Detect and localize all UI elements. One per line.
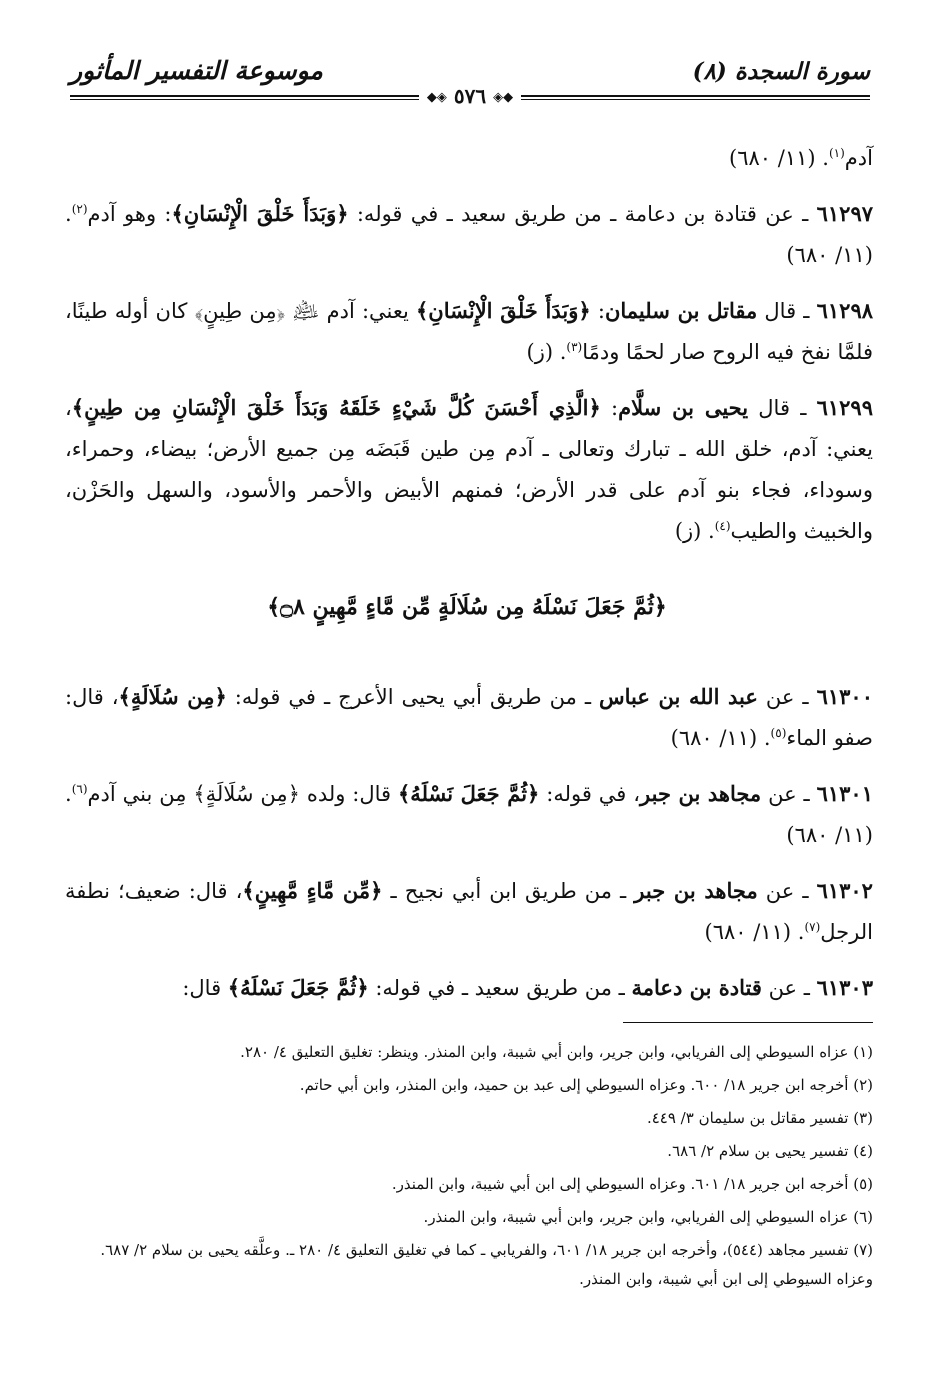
quran-quote: ﴿مِّن مَّاءٍ مَّهِينٍ﴾ [242,878,383,903]
entry-paragraph: ٦١٢٩٧ ـ عن قتادة بن دعامة ـ من طريق سعيد ـ في قوله: ﴿وَبَدَأَ خَلْقَ الْإِنْسَانِ﴾: وهو آدم$^{(٢)}$. (١١/ ٦٨٠) [65,201,874,267]
entry-number: ٦١٢٩٨ [816,298,874,323]
entry-paragraph: ٦١٣٠١ ـ عن مجاهد بن جبر، في قوله: ﴿ثُمَّ جَعَلَ نَسْلَهُ﴾ قال: ولده ﴿مِن سُلَالَةٍ﴾ مِن بني آدم$^{(٦)}$. (١١/ ٦٨٠) [65,781,873,847]
narrator-name: قتادة بن دعامة [631,975,762,1000]
footnote-ref[interactable]: (١) [828,146,845,160]
footnote-ref[interactable]: (٣) [566,340,583,354]
surah-title: سورة السجدة (٨) [692,58,870,85]
quran-quote: ﴿وَبَدَأَ خَلْقَ الْإِنْسَانِ﴾ [171,201,349,226]
narrator-name: مقاتل بن سليمان [604,298,758,323]
footnote-ref[interactable]: (٧) [804,920,821,934]
footnote: (٤) تفسير يحيى بن سلام ٢/ ٦٨٦. [667,1142,873,1160]
main-text-bottom [65,676,873,1023]
entry-number: ٦١٢٩٧ [816,201,874,226]
ornament-icon: ◈◆ [426,90,447,105]
page-number-box [419,84,521,108]
entry-paragraph: ٦١٣٠٢ ـ عن مجاهد بن جبر ـ من طريق ابن أبي نجيح ـ ﴿مِّن مَّاءٍ مَّهِينٍ﴾، قال: ضعيف؛ نطفة الرجل$^{(٧)}$. (١١/ ٦٨٠) [65,878,873,944]
footnote-ref[interactable]: (٤) [714,519,731,533]
entry-number: ٦١٢٩٩ [816,395,873,420]
verse-heading: ﴿ثُمَّ جَعَلَ نَسْلَهُ مِن سُلَالَةٍ مِّن مَّاءٍ مَّهِينٍ ۝٨﴾ [267,594,667,620]
main-text-top [65,138,873,566]
quran-quote: ﴿الَّذِي أَحْسَنَ كُلَّ شَيْءٍ خَلَقَهُ وَبَدَأَ خَلْقَ الْإِنْسَانِ مِن طِينٍ﴾ [71,395,601,420]
entry-paragraph: ٦١٣٠٠ ـ عن عبد الله بن عباس ـ من طريق أبي يحيى الأعرج ـ في قوله: ﴿مِن سُلَالَةٍ﴾، قال: صفو الماء$^{(٥)}$. (١١/ ٦٨٠) [65,684,873,750]
footnote: (٧) تفسير مجاهد (٥٤٤)، وأخرجه ابن جرير ١٨/ ٦٠١، والفريابي ـ كما في تغليق التعليق ٤/ ٢٨٠ ـ. وعلَّقه يحيى بن سلام ٢/ ٦٨٧. وعزاه السيوطي إلى ابن أبي شيبة، وابن المنذر. [100,1241,873,1288]
footnote: (٥) أخرجه ابن جرير ١٨/ ٦٠١. وعزاه السيوطي إلى ابن أبي شيبة، وابن المنذر. [391,1175,873,1193]
footnote: (٦) عزاه السيوطي إلى الفريابي، وابن جرير، وابن أبي شيبة، وابن المنذر. [423,1208,873,1226]
narrator-name: مجاهد بن جبر [634,878,758,903]
narrator-name: يحيى بن سلَّام [618,395,749,420]
entry-paragraph: ٦١٢٩٩ ـ قال يحيى بن سلَّام: ﴿الَّذِي أَحْسَنَ كُلَّ شَيْءٍ خَلَقَهُ وَبَدَأَ خَلْقَ الْإِنْسَانِ مِن طِينٍ﴾، يعني: آدم، خلق الله ـ تبارك وتعالى ـ آدم مِن طين قَبَضَه مِن جميع الأرض؛ بيضاء، وحمراء، وسوداء، فجاء بنو آدم على قدر الأرض؛ فمنهم الأبيض والأحمر والأسود، والسهل والحَزْن، والخبيث والطيب$^{(٤)}$. (ز) [65,395,873,543]
quran-quote: ﴿ثُمَّ جَعَلَ نَسْلَهُ﴾ [398,781,540,806]
narrator-name: مجاهد بن جبر [640,781,762,806]
footnote-ref[interactable]: (٥) [770,726,787,740]
entry-number: ٦١٣٠٢ [816,878,873,903]
narrator-name: عبد الله بن عباس [598,684,758,709]
quran-quote: ﴿وَبَدَأَ خَلْقَ الْإِنْسَانِ﴾ [416,298,591,323]
footnote: (١) عزاه السيوطي إلى الفريابي، وابن جرير، وابن أبي شيبة، وابن المنذر. وينظر: تغليق التعليق ٤/ ٢٨٠. [240,1043,873,1061]
quran-quote: ﴿مِن سُلَالَةٍ﴾ [118,684,227,709]
ornament-icon: ◆◈ [493,90,514,105]
entry-paragraph: ٦١٢٩٨ ـ قال مقاتل بن سليمان: ﴿وَبَدَأَ خَلْقَ الْإِنْسَانِ﴾ يعني: آدم ﵇ ﴿مِن طِينٍ﴾ كان أوله طينًا، فلمَّا نفخ فيه الروح صار لحمًا ودمًا$^{(٣)}$. (ز) [65,298,874,364]
footnote: (٣) تفسير مقاتل بن سليمان ٣/ ٤٤٩. [646,1109,873,1127]
entry-paragraph: ٦١٣٠٣ ـ عن قتادة بن دعامة ـ من طريق سعيد ـ في قوله: ﴿ثُمَّ جَعَلَ نَسْلَهُ﴾ قال: [182,975,873,1000]
encyclopedia-title: موسوعة التفسير المأثور [70,56,323,85]
footnotes [65,1038,873,1298]
text-paragraph: آدم$^{(١)}$. (١١/ ٦٨٠) [729,146,873,170]
footnote-ref[interactable]: (٦) [71,782,88,796]
entry-number: ٦١٣٠٣ [816,975,873,1000]
footnote-separator [623,1022,873,1023]
footnote-ref[interactable]: (٢) [71,202,88,216]
quran-quote: ﴿ثُمَّ جَعَلَ نَسْلَهُ﴾ [227,975,369,1000]
entry-number: ٦١٣٠١ [816,781,873,806]
page-number: ٥٧٦ [453,84,487,108]
page-header [70,52,870,112]
footnote: (٢) أخرجه ابن جرير ١٨/ ٦٠٠. وعزاه السيوطي إلى عبد بن حميد، وابن المنذر، وابن أبي حاتم. [299,1076,873,1094]
entry-number: ٦١٣٠٠ [816,684,873,709]
